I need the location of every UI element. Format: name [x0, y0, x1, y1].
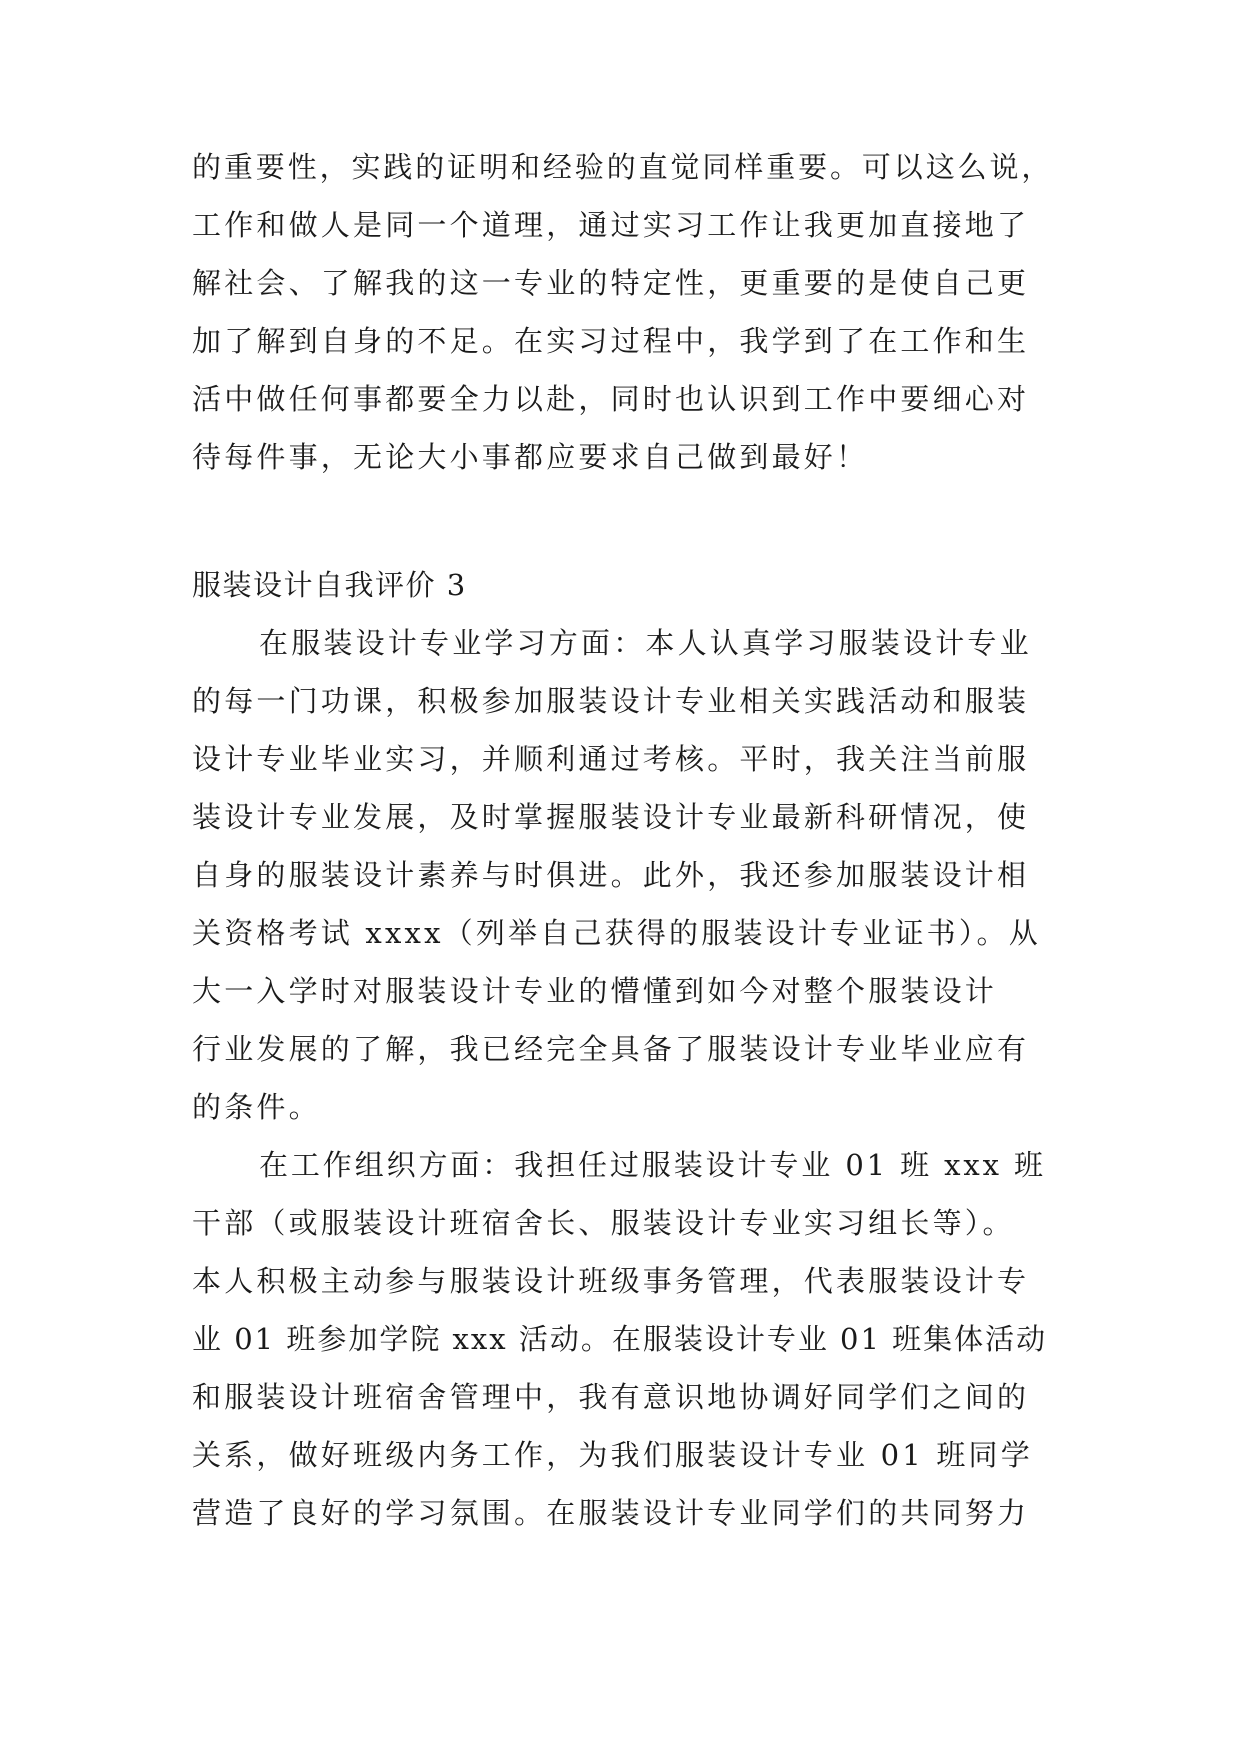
- paragraph-line: 干部（或服装设计班宿舍长、服装设计专业实习组长等）。: [192, 1206, 1015, 1240]
- paragraph-line: 在服装设计专业学习方面：本人认真学习服装设计专业: [259, 626, 1032, 660]
- paragraph-line: 在工作组织方面：我担任过服装设计专业 01 班 xxx 班: [259, 1148, 1046, 1182]
- paragraph-line: 的每一门功课，积极参加服装设计专业相关实践活动和服装: [192, 684, 1030, 718]
- paragraph-line: 行业发展的了解，我已经完全具备了服装设计专业毕业应有: [192, 1032, 1030, 1066]
- paragraph-line: 装设计专业发展，及时掌握服装设计专业最新科研情况，使: [192, 800, 1030, 834]
- paragraph-line: 和服装设计班宿舍管理中，我有意识地协调好同学们之间的: [192, 1380, 1030, 1414]
- paragraph-line: 本人积极主动参与服装设计班级事务管理，代表服装设计专: [192, 1264, 1030, 1298]
- paragraph-line: 关系，做好班级内务工作，为我们服装设计专业 01 班同学: [192, 1438, 1033, 1472]
- paragraph-line: 的条件。: [192, 1090, 321, 1124]
- paragraph-line: 营造了良好的学习氛围。在服装设计专业同学们的共同努力: [192, 1496, 1030, 1530]
- paragraph-line: 活中做任何事都要全力以赴，同时也认识到工作中要细心对: [192, 382, 1030, 416]
- paragraph-line: 待每件事，无论大小事都应要求自己做到最好！: [192, 440, 869, 474]
- paragraph-line: 加了解到自身的不足。在实习过程中，我学到了在工作和生: [192, 324, 1030, 358]
- paragraph-line: 业 01 班参加学院 xxx 活动。在服装设计专业 01 班集体活动: [192, 1322, 1048, 1356]
- paragraph-line: 解社会、了解我的这一专业的特定性，更重要的是使自己更: [192, 266, 1030, 300]
- section-heading: 服装设计自我评价 3: [192, 568, 467, 602]
- paragraph-line: 的重要性，实践的证明和经验的直觉同样重要。可以这么说，: [192, 150, 1054, 184]
- paragraph-line: 大一入学时对服装设计专业的懵懂到如今对整个服装设计: [192, 974, 998, 1008]
- paragraph-line: 自身的服装设计素养与时俱进。此外，我还参加服装设计相: [192, 858, 1030, 892]
- paragraph-line: 关资格考试 xxxx（列举自己获得的服装设计专业证书）。从: [192, 916, 1041, 950]
- paragraph-line: 设计专业毕业实习，并顺利通过考核。平时，我关注当前服: [192, 742, 1030, 776]
- paragraph-line: 工作和做人是同一个道理，通过实习工作让我更加直接地了: [192, 208, 1030, 242]
